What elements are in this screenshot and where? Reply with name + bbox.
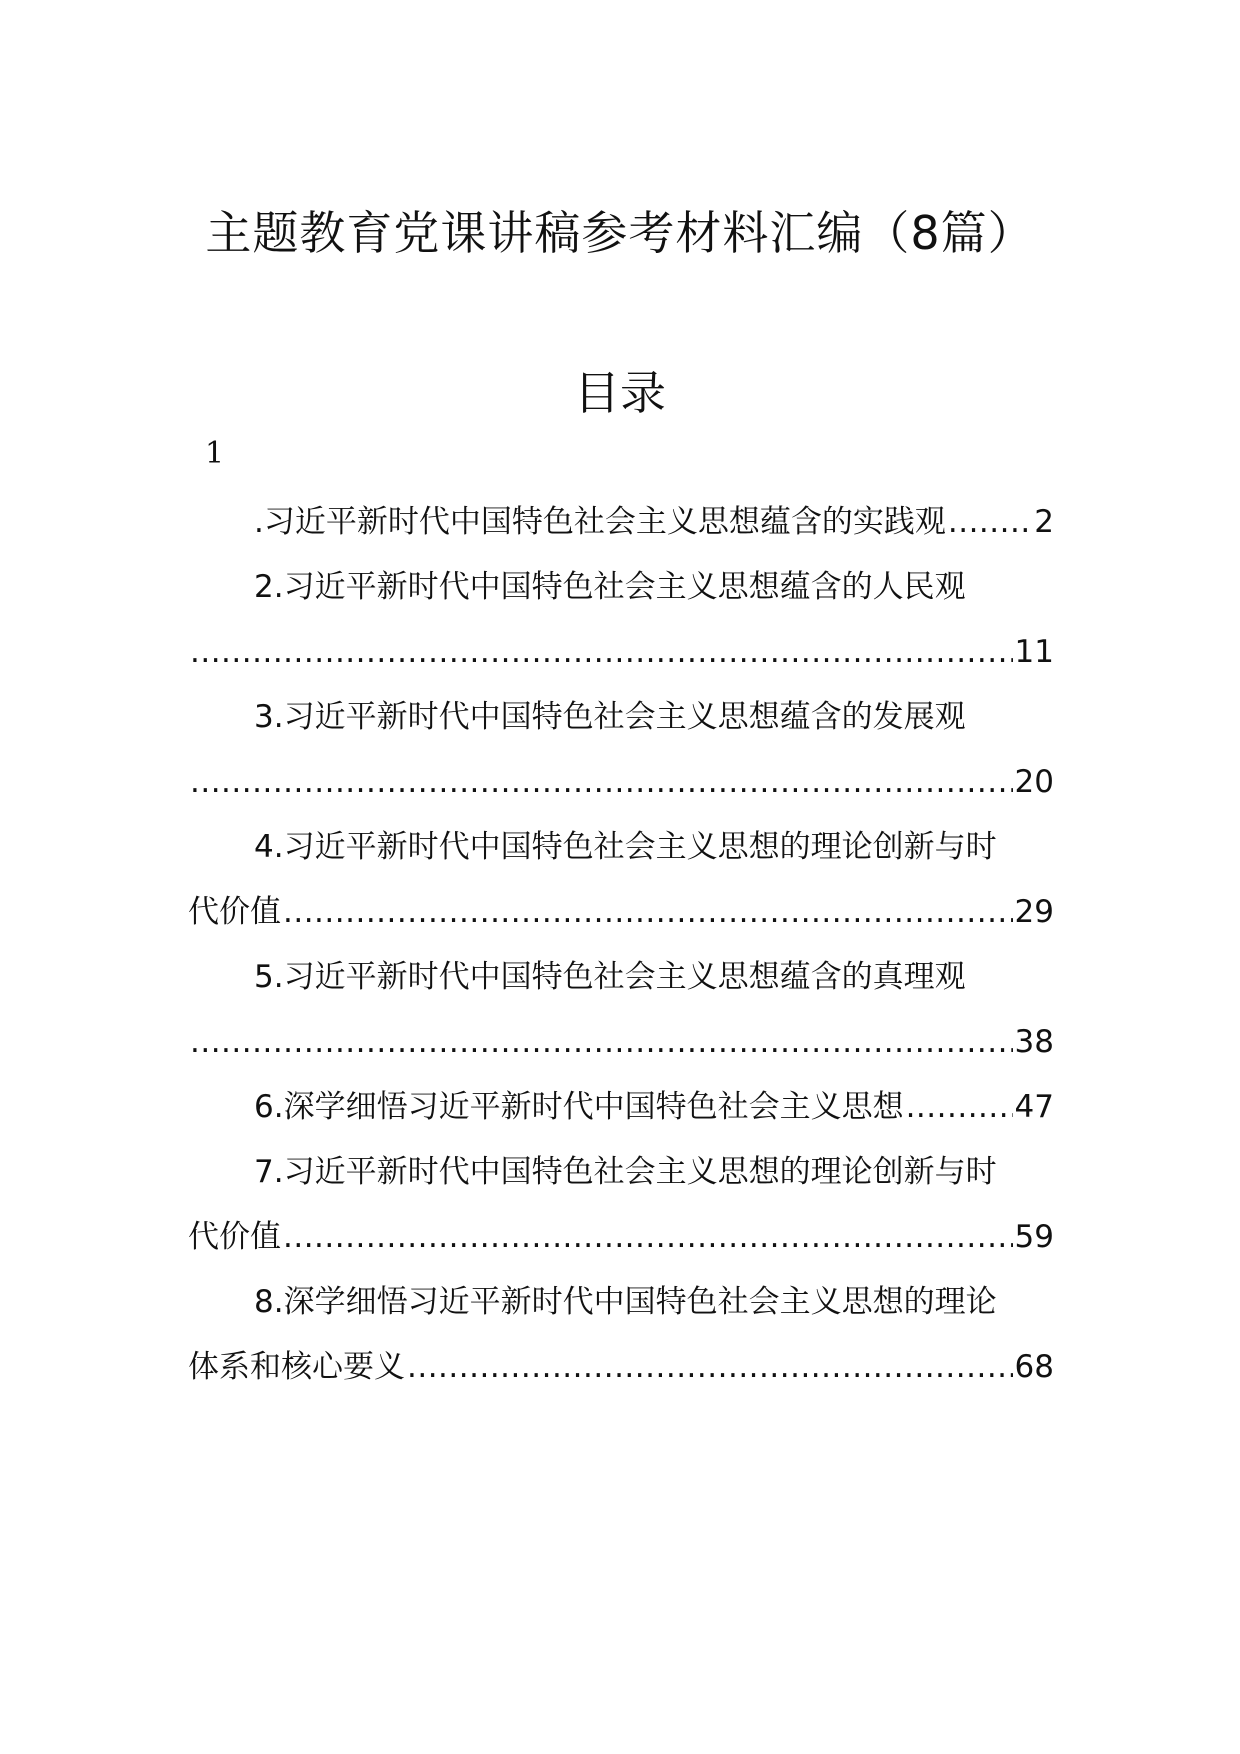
toc-page-number: 59 [1014, 1219, 1054, 1255]
toc-leader-dots [283, 880, 1013, 945]
toc-page-number: 29 [1014, 894, 1054, 930]
toc-leader-dots [190, 750, 1013, 815]
toc-entry-3[interactable] [188, 685, 1054, 750]
toc-entry-1[interactable] [188, 490, 1054, 555]
toc-entry-title: 7.习近平新时代中国特色社会主义思想的理论创新与时 [254, 1154, 997, 1190]
toc-entry-5[interactable] [188, 945, 1054, 1010]
toc-entry-8-continuation[interactable] [188, 1335, 1054, 1400]
toc-page-number: 38 [1014, 1024, 1054, 1060]
document-title: 主题教育党课讲稿参考材料汇编（8篇） [205, 206, 1035, 260]
toc-entry-8[interactable] [188, 1270, 1054, 1335]
toc-page-number: 20 [1014, 764, 1054, 800]
toc-entry-title: 2.习近平新时代中国特色社会主义思想蕴含的人民观 [254, 569, 966, 605]
toc-leader-dots [407, 1335, 1013, 1400]
toc-leader-dots [283, 1205, 1013, 1270]
toc-heading: 目录 [574, 366, 666, 420]
toc-page-number: 11 [1014, 634, 1054, 670]
toc-entry-title-cont: 代价值 [188, 894, 281, 930]
toc-entry-title: .习近平新时代中国特色社会主义思想蕴含的实践观 [254, 504, 946, 540]
toc-entry-title: 6.深学细悟习近平新时代中国特色社会主义思想 [254, 1089, 904, 1125]
toc-entry-2[interactable] [188, 555, 1054, 620]
toc-leader-dots [906, 1075, 1013, 1140]
toc-leader-dots [948, 490, 1032, 555]
toc-entry-3-continuation[interactable] [188, 750, 1054, 815]
toc-entry-title-cont: 代价值 [188, 1219, 281, 1255]
toc-leader-dots [190, 620, 1013, 685]
toc-entry-title: 3.习近平新时代中国特色社会主义思想蕴含的发展观 [254, 699, 966, 735]
toc-entry-4[interactable] [188, 815, 1054, 880]
toc-page-number: 2 [1034, 504, 1054, 540]
toc-leader-dots [190, 1010, 1013, 1075]
toc-entry-title: 4.习近平新时代中国特色社会主义思想的理论创新与时 [254, 829, 997, 865]
toc-entry-2-continuation[interactable] [188, 620, 1054, 685]
toc-entry-title: 8.深学细悟习近平新时代中国特色社会主义思想的理论 [254, 1284, 997, 1320]
toc-entry-6[interactable] [188, 1075, 1054, 1140]
stray-page-number: 1 [205, 436, 225, 471]
toc-entry-title: 5.习近平新时代中国特色社会主义思想蕴含的真理观 [254, 959, 966, 995]
table-of-contents [188, 490, 1054, 1400]
toc-entry-4-continuation[interactable] [188, 880, 1054, 945]
toc-entry-7[interactable] [188, 1140, 1054, 1205]
toc-entry-5-continuation[interactable] [188, 1010, 1054, 1075]
toc-entry-title-cont: 体系和核心要义 [188, 1349, 405, 1385]
toc-page-number: 47 [1014, 1089, 1054, 1125]
toc-page-number: 68 [1014, 1349, 1054, 1385]
toc-entry-7-continuation[interactable] [188, 1205, 1054, 1270]
